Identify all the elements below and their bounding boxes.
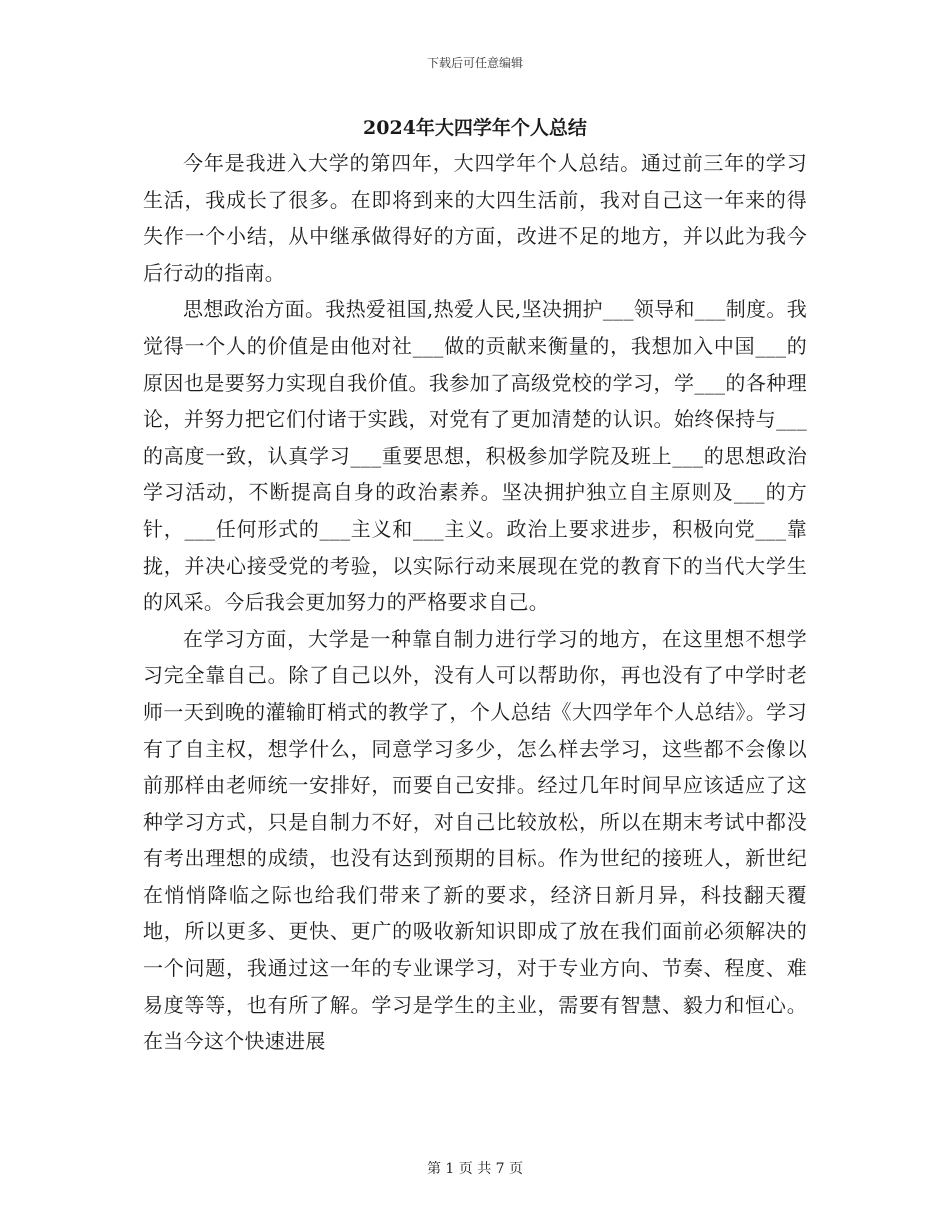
document-title: 2024年大四学年个人总结 <box>363 117 587 139</box>
download-edit-note: 下载后可任意编辑 <box>426 56 523 70</box>
page-indicator: 第 1 页 共 7 页 <box>426 1161 524 1177</box>
paragraph-political: 思想政治方面。我热爱祖国,热爱人民,坚决拥护___领导和___制度。我觉得一个人的价值是由他对社___做的贡献来衡量的，我想加入中国___的原因也是要努力实现自我价值。我参加了高级党校的学习，学___的各种理论，并努力把它们付诸于实践，对党有了更加清楚的认识。始终保持与___的高度一致，认真学习___重要思想，积极参加学院及班上___的思想政治学习活动，不断提高自身的政治素养。坚决拥护独立自主原则及___的方针，___任何形式的___主义和___主义。政治上要求进步，积极向党___靠拢，并决心接受党的考验，以实际行动来展现在党的教育下的当代大学生的风采。今后我会更加努力的严格要求自己。 <box>143 297 807 615</box>
paragraph-intro: 今年是我进入大学的第四年，大四学年个人总结。通过前三年的学习生活，我成长了很多。在即将到来的大四生活前，我对自己这一年来的得失作一个小结，从中继承做得好的方面，改进不足的地方，并以此为我今后行动的指南。 <box>143 151 807 285</box>
paragraph-study: 在学习方面，大学是一种靠自制力进行学习的地方，在这里想不想学习完全靠自己。除了自己以外，没有人可以帮助你，再也没有了中学时老师一天到晚的灌输盯梢式的教学了，个人总结《大四学年个人总结》。学习有了自主权，想学什么，同意学习多少，怎么样去学习，这些都不会像以前那样由老师统一安排好，而要自己安排。经过几年时间早应该适应了这种学习方式，只是自制力不好，对自己比较放松，所以在期末考试中都没有考出理想的成绩，也没有达到预期的目标。作为世纪的接班人，新世纪在悄悄降临之际也给我们带来了新的要求，经济日新月异，科技翻天覆地，所以更多、更快、更广的吸收新知识即成了放在我们面前必须解决的一个问题，我通过这一年的专业课学习，对于专业方向、节奏、程度、难易度等等，也有所了解。学习是学生的主业，需要有智慧、毅力和恒心。在当今这个快速进展 <box>143 626 807 1054</box>
document-body <box>143 145 807 1060</box>
